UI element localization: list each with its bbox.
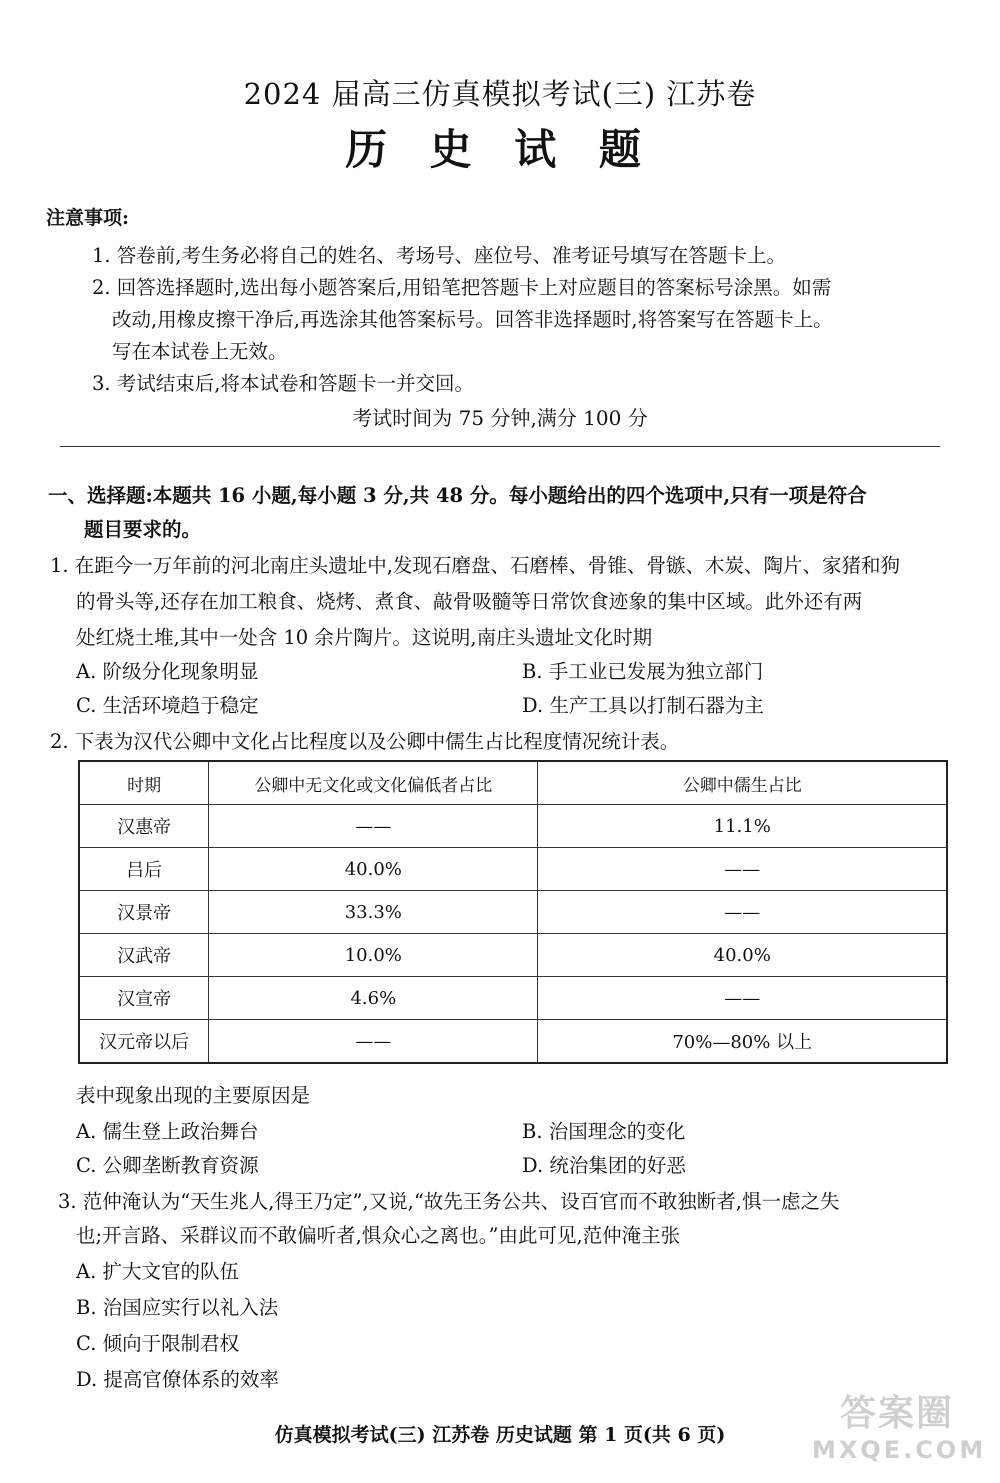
q3-option-a: A. 扩大文官的队伍 <box>76 1260 239 1283</box>
table-cell-value: —— <box>538 977 947 1020</box>
table-row <box>79 977 947 1020</box>
section-heading: 一、选择题:本题共 16 小题,每小题 3 分,共 48 分。每小题给出的四个选项中,只有一项是符合 <box>48 484 867 507</box>
page-footer: 仿真模拟考试(三) 江苏卷 历史试题 第 1 页(共 6 页) <box>274 1424 726 1446</box>
table-header-cell: 公卿中儒生占比 <box>538 761 947 805</box>
exam-time: 考试时间为 75 分钟,满分 100 分 <box>352 406 648 430</box>
notice-item-3: 3. 考试结束后,将本试卷和答题卡一并交回。 <box>92 372 475 395</box>
q1-stem-line3: 处红烧土堆,其中一处含 10 余片陶片。这说明,南庄头遗址文化时期 <box>76 626 653 649</box>
q2-option-c: C. 公卿垄断教育资源 <box>76 1154 259 1177</box>
table-cell-period: 汉宣帝 <box>79 977 209 1020</box>
subject-title: 历 史 试 题 <box>345 125 655 174</box>
q2-option-a: A. 儒生登上政治舞台 <box>76 1120 259 1143</box>
table-row <box>79 934 947 977</box>
notice-item-2-cont2: 写在本试卷上无效。 <box>112 340 288 363</box>
table-cell-period: 汉武帝 <box>79 934 209 977</box>
q2-option-d: D. 统治集团的好恶 <box>522 1154 686 1177</box>
section-heading-cont: 题目要求的。 <box>84 518 202 541</box>
notice-item-1: 1. 答卷前,考生务必将自己的姓名、考场号、座位号、准考证号填写在答题卡上。 <box>92 244 787 267</box>
table-cell-value: 4.6% <box>209 977 538 1020</box>
table-cell-value: 33.3% <box>209 891 538 934</box>
table-row <box>79 805 947 848</box>
table-row <box>79 891 947 934</box>
notice-item-2: 2. 回答选择题时,选出每小题答案后,用铅笔把答题卡上对应题目的答案标号涂黑。如需 <box>92 276 832 299</box>
table-cell-period: 吕后 <box>79 848 209 891</box>
q3-option-b: B. 治国应实行以礼入法 <box>76 1296 279 1319</box>
table-cell-value: 11.1% <box>538 805 947 848</box>
notice-heading: 注意事项: <box>46 207 130 229</box>
table-header-cell: 时期 <box>79 761 209 805</box>
table-header-row <box>79 761 947 805</box>
q3-option-d: D. 提高官僚体系的效率 <box>76 1368 279 1391</box>
q3-option-c: C. 倾向于限制君权 <box>76 1332 240 1355</box>
table-cell-period: 汉惠帝 <box>79 805 209 848</box>
table-cell-value: 40.0% <box>209 848 538 891</box>
table-header-cell: 公卿中无文化或文化偏低者占比 <box>209 761 538 805</box>
q2-statistics-table <box>78 760 948 1064</box>
table-cell-value: —— <box>209 1020 538 1064</box>
watermark-text: 答案圈 <box>839 1393 954 1434</box>
table-cell-value: 10.0% <box>209 934 538 977</box>
watermark-logo <box>812 1392 987 1472</box>
watermark-domain: MXQE.COM <box>812 1436 987 1464</box>
table-cell-value: —— <box>538 891 947 934</box>
notice-item-2-cont: 改动,用橡皮擦干净后,再选涂其他答案标号。回答非选择题时,将答案写在答题卡上。 <box>112 308 833 331</box>
q1-option-d: D. 生产工具以打制石器为主 <box>522 694 764 717</box>
divider <box>60 446 940 447</box>
exam-title: 2024 届高三仿真模拟考试(三) 江苏卷 <box>243 77 757 111</box>
table-cell-value: 70%—80% 以上 <box>538 1020 947 1064</box>
q2-option-b: B. 治国理念的变化 <box>522 1120 686 1143</box>
q2-question: 表中现象出现的主要原因是 <box>76 1084 311 1107</box>
q1-stem-line1: 1. 在距今一万年前的河北南庄头遗址中,发现石磨盘、石磨棒、骨锥、骨镞、木炭、陶片、家猪和狗 <box>50 554 901 577</box>
table-row <box>79 848 947 891</box>
table-cell-value: —— <box>209 805 538 848</box>
table-cell-period: 汉元帝以后 <box>79 1020 209 1064</box>
q3-stem-line1: 3. 范仲淹认为“天生兆人,得王乃定”,又说,“故先王务公共、设百官而不敢独断者,惧一虑之失 <box>58 1190 840 1213</box>
q3-stem-line2: 也;开言路、采群议而不敢偏听者,惧众心之离也。”由此可见,范仲淹主张 <box>76 1224 681 1247</box>
q1-option-b: B. 手工业已发展为独立部门 <box>522 660 764 683</box>
q2-stem: 2. 下表为汉代公卿中文化占比程度以及公卿中儒生占比程度情况统计表。 <box>50 730 680 753</box>
q1-option-c: C. 生活环境趋于稳定 <box>76 694 259 717</box>
q1-stem-line2: 的骨头等,还存在加工粮食、烧烤、煮食、敲骨吸髓等日常饮食迹象的集中区域。此外还有两 <box>76 590 863 613</box>
table-cell-value: —— <box>538 848 947 891</box>
table-cell-period: 汉景帝 <box>79 891 209 934</box>
q1-option-a: A. 阶级分化现象明显 <box>76 660 259 683</box>
table-cell-value: 40.0% <box>538 934 947 977</box>
table-row <box>79 1020 947 1064</box>
